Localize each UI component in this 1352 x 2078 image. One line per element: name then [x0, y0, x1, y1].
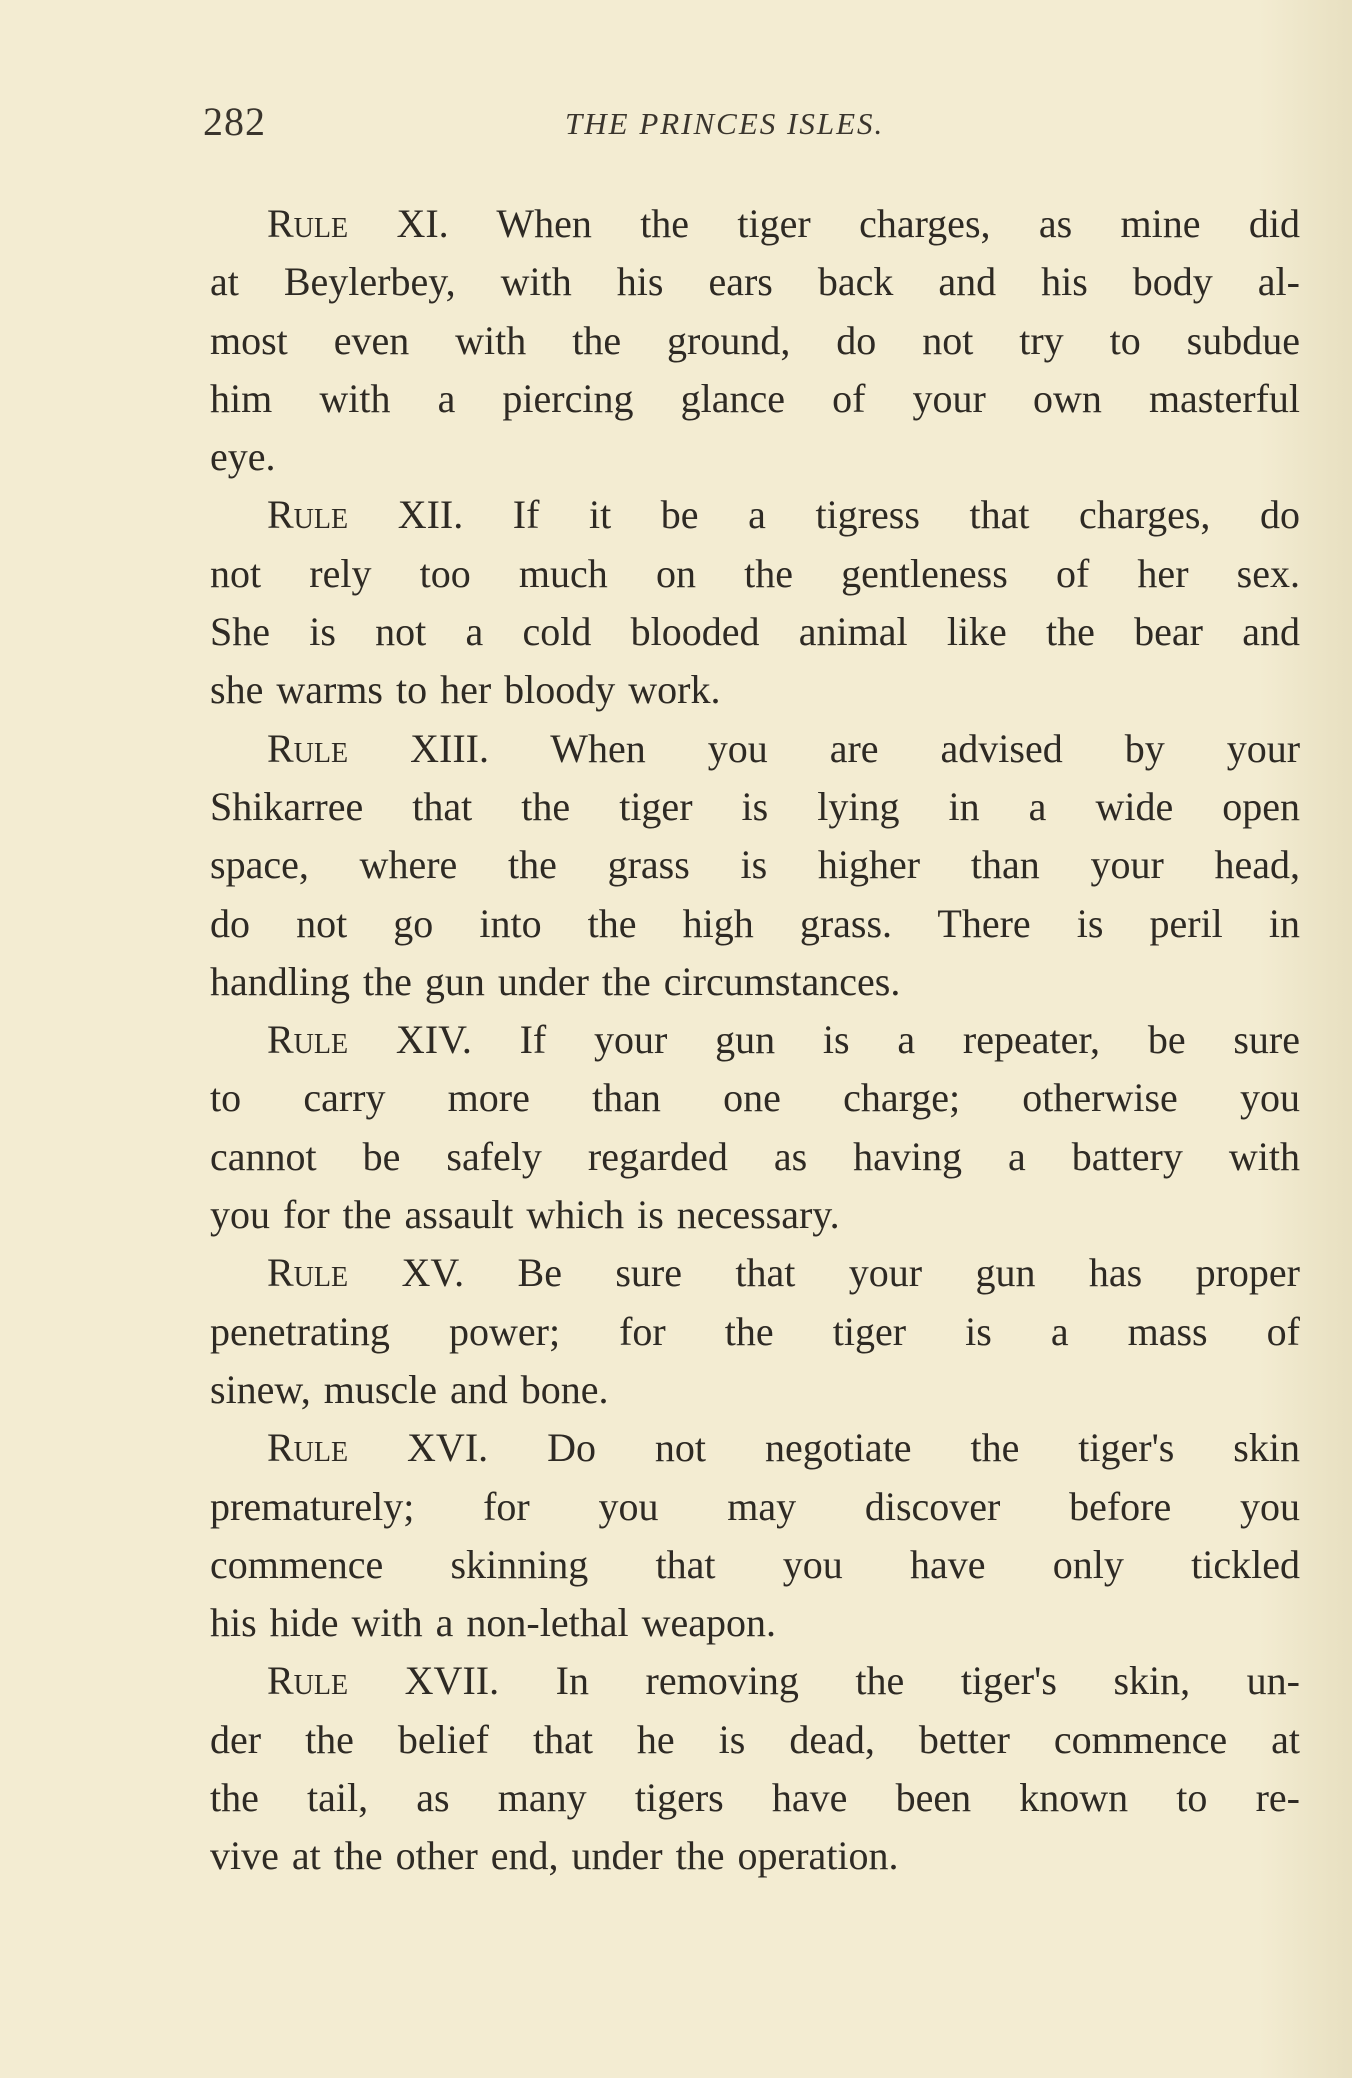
text-line: the tail, as many tigers have been known to re- — [210, 1775, 1300, 1821]
text-line: commence skinning that you have only tickled — [210, 1541, 1300, 1587]
rule-xv-line-1 — [210, 1244, 1300, 1302]
text-line: If it be a tigress that charges, do — [463, 492, 1301, 538]
text-line: penetrating power; for the tiger is a mass of — [210, 1308, 1300, 1354]
rule-numeral: XVII. — [404, 1658, 500, 1704]
text-line: space, where the grass is higher than your head, — [210, 842, 1300, 888]
text-line: In removing the tiger's skin, un- — [499, 1658, 1301, 1704]
rule-numeral: XIV. — [395, 1017, 472, 1063]
text-line: sinew, muscle and bone. — [210, 1366, 609, 1412]
text-line: eye. — [210, 434, 276, 480]
text-line: When you are advised by your — [488, 725, 1301, 771]
rule-numeral: XV. — [401, 1250, 465, 1296]
text-line: to carry more than one charge; otherwise you — [210, 1075, 1300, 1121]
text-line: you for the assault which is necessary. — [210, 1192, 840, 1238]
rule-label: Rule — [267, 201, 349, 246]
text-line: Be sure that your gun has proper — [464, 1250, 1301, 1296]
text-line: If your gun is a repeater, be sure — [471, 1017, 1300, 1063]
rule-label: Rule — [267, 1425, 349, 1471]
page-number: 282 — [203, 99, 266, 144]
rule-numeral: XVI. — [407, 1425, 489, 1471]
rule-label: Rule — [267, 725, 349, 771]
text-line: him with a piercing glance of your own masterful — [210, 375, 1300, 421]
rule-xvii-line-1 — [210, 1652, 1300, 1710]
text-line: cannot be safely regarded as having a battery with — [210, 1133, 1300, 1179]
text-line: most even with the ground, do not try to subdue — [210, 317, 1300, 363]
text-line: handling the gun under the circumstances. — [210, 958, 901, 1004]
text-line: der the belief that he is dead, better commence at — [210, 1716, 1300, 1762]
rule-label: Rule — [267, 1250, 349, 1296]
rule-xiii-line-1 — [210, 720, 1300, 778]
rule-xvi-line-1 — [210, 1419, 1300, 1477]
text-line: vive at the other end, under the operation. — [210, 1833, 899, 1879]
text-line: she warms to her bloody work. — [210, 667, 721, 713]
text-line: prematurely; for you may discover before you — [210, 1483, 1300, 1529]
rule-xii-line-1 — [210, 486, 1300, 544]
text-line: at Beylerbey, with his ears back and his body al- — [210, 259, 1300, 305]
text-line: not rely too much on the gentleness of her sex. — [210, 550, 1300, 596]
rule-numeral: XI. — [396, 201, 449, 246]
rule-xi-line-1 — [210, 195, 1300, 253]
rule-xiv-line-1 — [210, 1011, 1300, 1069]
rule-label: Rule — [267, 1658, 349, 1704]
running-title: THE PRINCES ISLES. — [565, 106, 885, 141]
text-line: She is not a cold blooded animal like the bear and — [210, 609, 1300, 655]
text-line: his hide with a non-lethal weapon. — [210, 1600, 776, 1646]
body-text — [210, 195, 1300, 1886]
rule-numeral: XII. — [397, 492, 464, 538]
rule-label: Rule — [267, 1017, 349, 1063]
text-line: When the tiger charges, as mine did — [448, 201, 1300, 246]
text-line: Do not negotiate the tiger's skin — [488, 1425, 1300, 1471]
text-line: Shikarree that the tiger is lying in a wide open — [210, 783, 1300, 829]
rule-numeral: XIII. — [410, 725, 489, 771]
rule-label: Rule — [267, 492, 349, 538]
text-line: do not go into the high grass. There is peril in — [210, 900, 1300, 946]
